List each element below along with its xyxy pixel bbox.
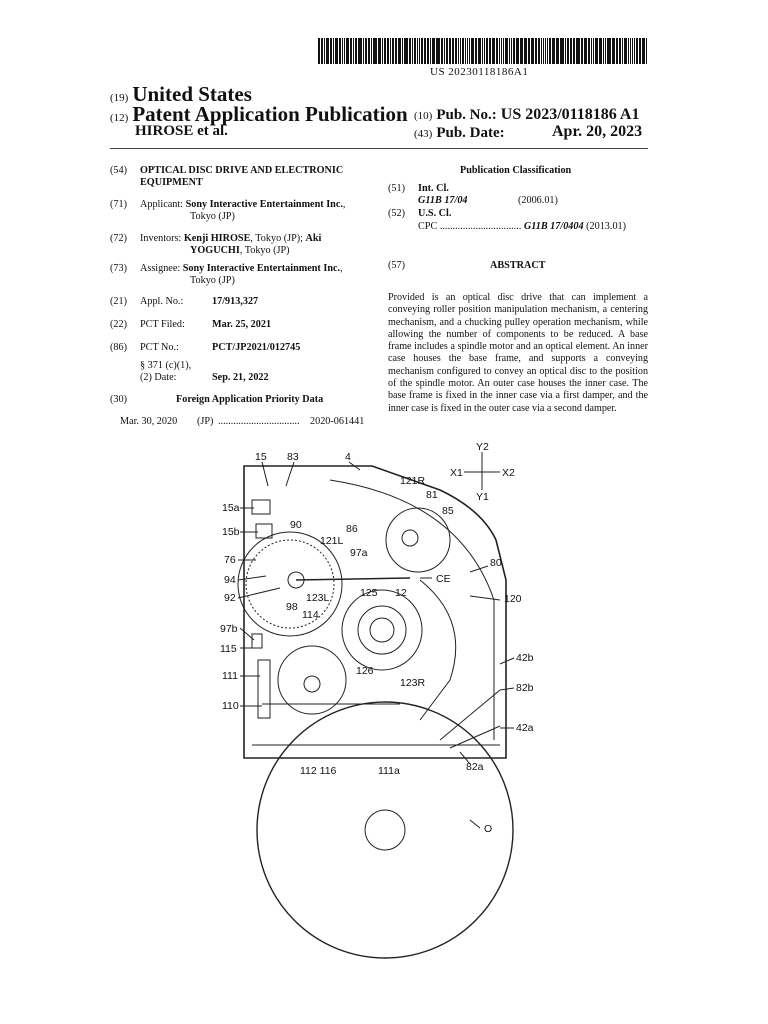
doc-type: Patent Application Publication <box>132 102 408 126</box>
ref-114: 114 <box>302 609 319 621</box>
axis-x2: X2 <box>502 467 515 479</box>
pub-no-label: Pub. No.: <box>436 107 497 123</box>
spindle-inner <box>370 618 394 642</box>
inventor-2-first: Aki <box>305 233 322 244</box>
gear-upper-teeth <box>246 540 334 628</box>
field-52-code: (52) <box>388 208 405 219</box>
ref-97b: 97b <box>220 623 238 635</box>
ref-120: 120 <box>504 593 522 605</box>
pub-date: Apr. 20, 2023 <box>552 123 643 140</box>
ref-112-116: 112 116 <box>300 765 337 777</box>
gear-lower-hub <box>304 676 320 692</box>
code-43: (43) <box>414 128 433 140</box>
leader-42b <box>500 658 514 664</box>
field-72-code: (72) <box>110 233 127 244</box>
lever-120 <box>420 580 456 720</box>
applicant-name: Sony Interactive Entertainment Inc. <box>185 199 343 210</box>
cpc-year: (2013.01) <box>586 221 627 232</box>
ref-94: 94 <box>224 574 236 586</box>
title-line-2: EQUIPMENT <box>140 177 203 188</box>
priority-date: Mar. 30, 2020 <box>120 416 178 427</box>
assignee-comma: , <box>340 263 343 274</box>
outer-case <box>244 466 506 758</box>
ref-86: 86 <box>346 523 358 535</box>
leader-94 <box>238 576 266 580</box>
int-cl-year: (2006.01) <box>518 195 558 206</box>
field-51-code: (51) <box>388 183 405 194</box>
us-cl-label: U.S. Cl. <box>418 208 452 219</box>
cpc-dots: ................................ <box>439 221 522 232</box>
code-10: (10) <box>414 110 433 122</box>
ref-82b: 82b <box>516 682 534 694</box>
title-line-1: OPTICAL DISC DRIVE AND ELECTRONIC <box>140 165 344 176</box>
upper-right-hub <box>402 530 418 546</box>
pct-no: PCT/JP2021/012745 <box>212 342 301 353</box>
field-54-code: (54) <box>110 165 127 176</box>
ref-80: 80 <box>490 557 502 569</box>
ref-111: 111 <box>222 670 238 682</box>
priority-dots: ................................ <box>218 416 300 427</box>
ref-83: 83 <box>287 451 299 463</box>
ref-125: 125 <box>360 587 378 599</box>
s371-date-label: (2) Date: <box>140 372 177 383</box>
barcode-number: US 20230118186A1 <box>430 66 529 78</box>
applicant-label: Applicant: <box>140 199 184 210</box>
leader-o <box>470 820 480 828</box>
assignee-name: Sony Interactive Entertainment Inc. <box>182 263 341 274</box>
pub-class-heading: Publication Classification <box>460 165 572 176</box>
ref-90: 90 <box>290 519 302 531</box>
ref-o: O <box>484 823 493 835</box>
rack-111 <box>258 660 270 718</box>
ref-92: 92 <box>224 592 236 604</box>
inner-case-arc <box>330 480 494 740</box>
abstract-text: Provided is an optical disc drive that can implement a conveying roller position manipulation mechanism, a centering mechanism, and a chucking pulley operation mechanism, while allowing the number of components to be reduced. A base frame includes a spindle motor and an optical element. An inner case houses the base frame, and supports a conveying mechanism configured to convey an optical disc to the position of the spindle motor. An outer case houses the inner case. The base frame is fixed in the inner case via a first damper, and the inner case is fixed in the outer case via a second damper. <box>388 292 648 414</box>
ce-arm <box>296 578 410 580</box>
cpc-label: CPC <box>418 221 438 232</box>
priority-heading: Foreign Application Priority Data <box>176 394 324 405</box>
abstract-heading: ABSTRACT <box>490 260 546 271</box>
field-71-code: (71) <box>110 199 127 210</box>
s371-date: Sep. 21, 2022 <box>212 372 269 383</box>
assignee-label: Assignee: <box>140 263 181 274</box>
ref-121R: 121R <box>400 475 426 487</box>
priority-country: (JP) <box>197 416 214 427</box>
spindle-mid <box>358 606 406 654</box>
ref-15a: 15a <box>222 502 240 514</box>
ref-82a: 82a <box>466 761 484 773</box>
disc-hole <box>365 810 405 850</box>
field-57-code: (57) <box>388 260 405 271</box>
ref-123R: 123R <box>400 677 426 689</box>
leader-120 <box>470 596 500 600</box>
inventor-1-place: , Tokyo (JP); <box>250 233 306 244</box>
ref-126: 126 <box>356 665 374 677</box>
ref-ce: CE <box>436 573 451 585</box>
pub-date-label: Pub. Date: <box>436 125 505 141</box>
pub-no: US 2023/0118186 A1 <box>500 106 640 123</box>
ref-15: 15 <box>255 451 267 463</box>
priority-number: 2020-061441 <box>310 416 365 427</box>
lever-42b <box>440 690 500 740</box>
pct-filed-label: PCT Filed: <box>140 319 185 330</box>
ref-110: 110 <box>222 700 239 712</box>
gear-upper <box>238 532 342 636</box>
ref-76: 76 <box>224 554 236 566</box>
inventor-2-last: YOGUCHI <box>190 245 240 256</box>
axis-x1: X1 <box>450 467 463 479</box>
field-30-code: (30) <box>110 394 127 405</box>
ref-15b: 15b <box>222 526 240 538</box>
axis-y1: Y1 <box>476 491 489 503</box>
int-cl-label: Int. Cl. <box>418 183 449 194</box>
applicant-comma: , <box>342 199 346 210</box>
applicant-place: Tokyo (JP) <box>190 211 235 222</box>
field-86-code: (86) <box>110 342 127 353</box>
ref-42b: 42b <box>516 652 534 664</box>
s371: § 371 (c)(1), <box>140 360 192 371</box>
appl-no: 17/913,327 <box>212 296 259 307</box>
ref-85: 85 <box>442 505 454 517</box>
cpc-class: G11B 17/0404 <box>523 221 584 232</box>
pct-no-label: PCT No.: <box>140 342 179 353</box>
inventor-2-place: , Tokyo (JP) <box>239 245 290 256</box>
inventor-1: Kenji HIROSE <box>183 233 251 244</box>
country: United States <box>132 82 252 106</box>
ref-81: 81 <box>426 489 438 501</box>
ref-12: 12 <box>395 587 407 599</box>
inventor-short: HIROSE et al. <box>135 123 228 139</box>
ref-42a: 42a <box>516 722 534 734</box>
part-15a <box>252 500 270 514</box>
ref-97a: 97a <box>350 547 368 559</box>
code-19: (19) <box>110 92 129 104</box>
appl-no-label: Appl. No.: <box>140 296 184 307</box>
ref-121L: 121L <box>320 535 344 547</box>
leader-82b <box>500 688 514 690</box>
pct-filed: Mar. 25, 2021 <box>212 319 272 330</box>
code-12: (12) <box>110 112 129 124</box>
ref-123L: 123L <box>306 592 330 604</box>
ref-98: 98 <box>286 601 298 613</box>
ref-4: 4 <box>345 451 351 463</box>
ref-111a: 111a <box>378 765 400 777</box>
field-73-code: (73) <box>110 263 127 274</box>
int-cl-class: G11B 17/04 <box>418 195 468 206</box>
ref-115: 115 <box>220 643 237 655</box>
axis-y2: Y2 <box>476 441 489 453</box>
assignee-place: Tokyo (JP) <box>190 275 235 286</box>
part-97b <box>252 634 262 648</box>
inventors-label: Inventors: <box>140 233 182 244</box>
field-22-code: (22) <box>110 319 127 330</box>
field-21-code: (21) <box>110 296 127 307</box>
optical-disc <box>257 702 513 958</box>
spindle-outer <box>342 590 422 670</box>
